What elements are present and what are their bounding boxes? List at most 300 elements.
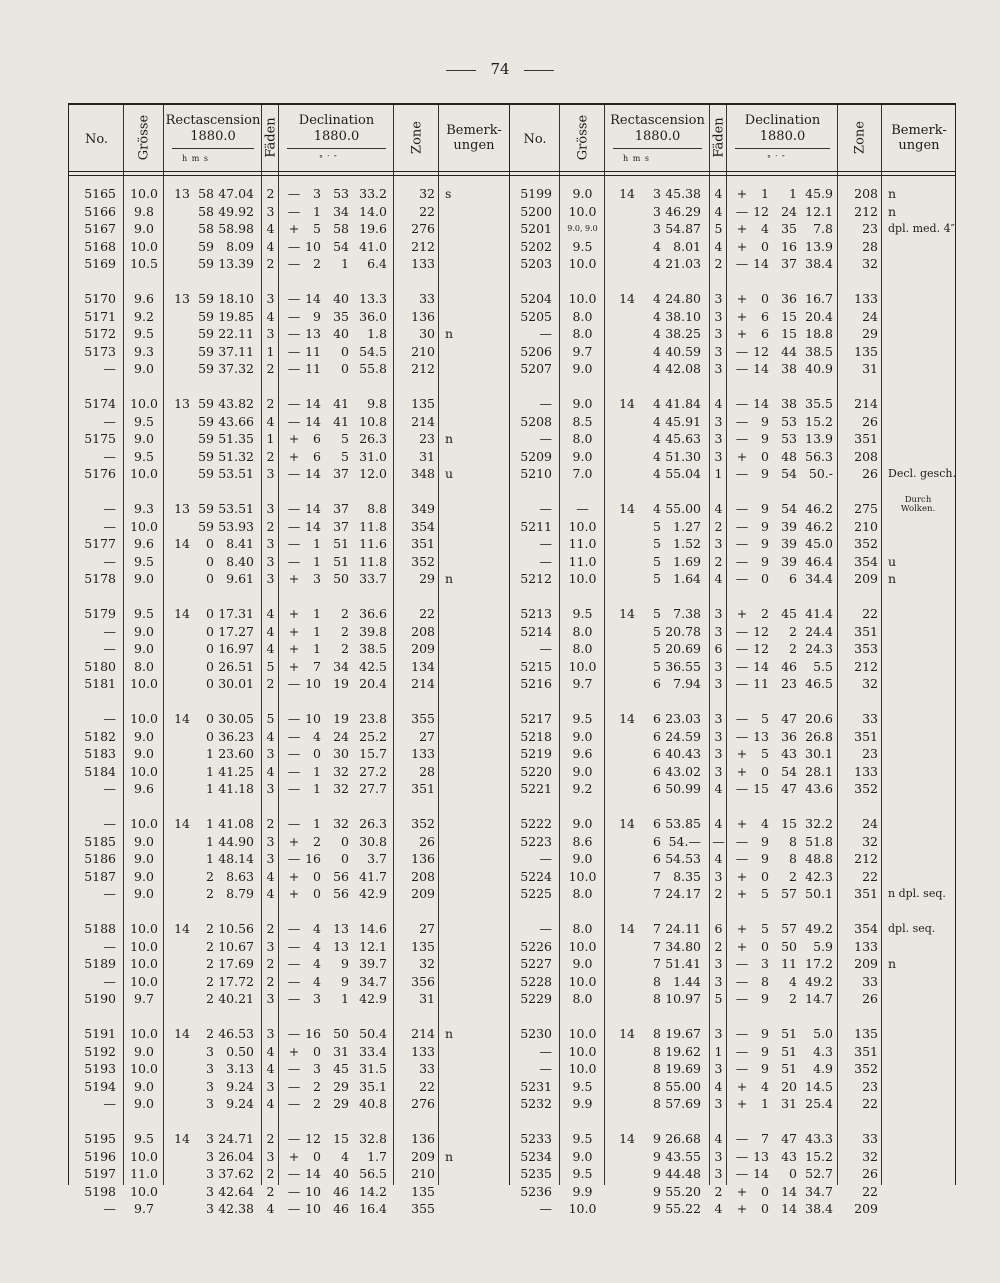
cell-decl-deg: 9 [761,553,769,569]
cell-faeden: 5 [266,658,275,674]
cell-groesse: 10.0 [130,466,158,481]
cell-decl-min: 1 [341,256,349,271]
cell-decl-min: 0 [341,343,349,359]
cell-decl-deg: 9 [761,413,769,429]
cell-groesse: 10.0 [130,763,158,779]
cell-no: — [539,501,552,516]
cell-groesse: 7.0 [572,466,593,481]
cell-decl-sec: 46.5 [805,676,833,691]
cell-decl-min: 31 [333,1043,349,1059]
cell-zone: 31 [419,991,435,1006]
cell-ra-m: 4 [653,326,661,341]
cell-ra-s: 37.11 [218,343,254,359]
cell-decl-deg: 5 [761,886,769,901]
cell-ra-s: 41.84 [665,396,701,411]
cell-decl-min: 35 [333,308,349,324]
cell-decl-min: 50 [333,1026,349,1041]
cell-faeden: 2 [266,256,275,271]
cell-ra-s: 10.67 [218,938,254,954]
cell-ra-m: 8 [653,991,661,1006]
cell-ra-s: 8.35 [673,868,701,884]
cell-no: 5234 [520,1148,552,1164]
cell-decl-deg: 12 [753,623,769,639]
cell-decl-sec: 13.9 [805,238,833,254]
table-row [69,850,509,868]
cell-ra-s: 43.66 [218,413,254,429]
cell-decl-sign: — [287,343,301,359]
table-row [69,675,509,693]
cell-ra-s: 21.03 [665,256,701,271]
cell-decl-deg: 16 [305,1026,321,1041]
cell-decl-deg: 10 [305,711,321,726]
row-group [510,815,956,903]
table-row [69,290,509,308]
header-rule [69,171,509,172]
cell-decl-sign: — [735,851,749,866]
cell-ra-m: 59 [198,308,214,324]
table-row [510,833,956,851]
cell-ra-s: 10.97 [665,991,701,1006]
cell-ra-s: 8.09 [226,238,254,254]
cell-groesse: 10.0 [568,1201,597,1216]
cell-decl-min: 8 [789,851,797,866]
cell-ra-m: 5 [653,623,661,639]
cell-zone: 208 [411,623,435,639]
cell-zone: 214 [411,1026,435,1041]
cell-bemerkungen: n [445,1148,454,1164]
table-row [69,640,509,658]
cell-decl-min: 1 [341,991,349,1006]
cell-zone: 22 [862,1096,878,1111]
cell-decl-sign: — [287,553,301,569]
cell-faeden: 4 [266,413,275,429]
cell-decl-sec: 14.0 [359,203,387,219]
cell-ra-m: 6 [653,746,661,761]
cell-decl-sign: + [736,1183,748,1199]
cell-decl-sec: 46.4 [805,553,833,569]
cell-groesse: 9.0 [572,448,593,464]
cell-ra-m: 5 [653,553,661,569]
cell-decl-sign: + [736,221,748,236]
cell-decl-min: 53 [333,186,349,201]
cell-decl-min: 43 [781,1148,797,1164]
cell-decl-min: 51 [333,536,349,551]
cell-no: — [103,886,116,901]
cell-ra-s: 42.08 [665,361,701,376]
cell-faeden: 3 [714,763,723,779]
table-row [510,495,956,518]
cell-zone: 133 [854,763,878,779]
header-ra-subrule [172,148,254,149]
cell-ra-h: 14 [619,396,635,411]
cell-groesse: 8.0 [572,641,593,656]
cell-ra-h: 13 [174,291,190,306]
cell-faeden: — [712,833,725,849]
cell-zone: 352 [854,536,878,551]
table-row [69,745,509,763]
cell-groesse: 10.0 [568,203,597,219]
cell-faeden: 2 [714,938,723,954]
cell-ra-m: 5 [653,606,661,621]
cell-zone: 136 [411,1131,435,1146]
cell-faeden: 4 [714,1131,723,1146]
cell-decl-min: 48 [781,448,797,464]
cell-decl-deg: 5 [761,711,769,726]
cell-ra-m: 7 [653,921,661,936]
cell-ra-m: 2 [206,991,214,1006]
cell-decl-sign: + [736,868,748,884]
cell-ra-m: 4 [653,413,661,429]
cell-no: 5223 [520,833,552,849]
cell-decl-sec: 38.4 [805,256,833,271]
cell-decl-min: 47 [781,1131,797,1146]
cell-decl-deg: 6 [761,308,769,324]
cell-groesse: 9.0 [134,361,154,376]
cell-groesse: 9.0 [572,816,593,831]
cell-zone: 29 [862,326,878,341]
cell-decl-deg: 9 [761,501,769,516]
cell-ra-s: 24.59 [665,728,701,744]
cell-groesse: 9.0 [572,763,593,779]
cell-bemerkungen: n [445,571,454,586]
cell-decl-sign: — [287,1166,301,1181]
cell-decl-deg: 9 [761,466,769,481]
cell-zone: 352 [854,1061,878,1076]
cell-decl-sign: + [736,763,748,779]
cell-ra-s: 24.71 [218,1131,254,1146]
cell-ra-s: 8.41 [226,536,254,551]
cell-decl-sec: 33.4 [359,1043,387,1059]
cell-decl-sign: — [287,308,301,324]
cell-ra-s: 55.22 [665,1201,701,1216]
cell-decl-sec: 48.8 [805,851,833,866]
table-row [510,1148,956,1166]
cell-faeden: 5 [266,711,275,726]
cell-faeden: 3 [714,291,723,306]
cell-faeden: 6 [714,921,723,936]
cell-decl-min: 57 [781,886,797,901]
cell-ra-s: 19.67 [665,1026,701,1041]
cell-zone: 133 [411,256,435,271]
cell-decl-min: 39 [781,536,797,551]
cell-decl-sign: — [735,343,749,359]
cell-zone: 351 [854,623,878,639]
cell-decl-sec: 36.6 [359,606,387,621]
row-group [69,605,509,693]
cell-no: — [103,448,116,464]
cell-no: 5181 [84,676,116,691]
table-row [69,220,509,238]
cell-decl-sign: — [287,851,301,866]
cell-no: — [103,553,116,569]
cell-ra-h: 14 [619,816,635,831]
cell-faeden: 3 [714,361,723,376]
cell-no: 5182 [84,728,116,744]
cell-decl-deg: 9 [761,833,769,849]
cell-decl-deg: 2 [313,1078,321,1094]
cell-decl-sec: 45.0 [805,536,833,551]
cell-zone: 22 [862,1183,878,1199]
cell-decl-sec: 34.7 [359,973,387,989]
cell-zone: 351 [854,1043,878,1059]
cell-ra-m: 3 [206,1096,214,1111]
cell-groesse: 10.0 [568,291,597,306]
cell-decl-sign: — [735,973,749,989]
cell-no: 5195 [84,1131,116,1146]
cell-decl-sec: 14.7 [805,991,833,1006]
cell-groesse: 9.6 [134,781,154,796]
cell-decl-sign: + [736,746,748,761]
cell-ra-s: 8.40 [226,553,254,569]
cell-decl-sec: 34.7 [805,1183,833,1199]
cell-decl-deg: 14 [753,396,769,411]
cell-decl-min: 38 [781,361,797,376]
row-group [510,1025,956,1113]
cell-no: 5184 [84,763,116,779]
cell-decl-min: 14 [781,1201,797,1216]
cell-decl-sec: 42.5 [359,658,387,674]
cell-ra-s: 26.68 [665,1131,701,1146]
cell-decl-sign: — [287,203,301,219]
table-row [510,728,956,746]
table-row [69,1165,509,1183]
cell-decl-sign: — [735,1043,749,1059]
cell-zone: 32 [862,256,878,271]
cell-zone: 30 [419,326,435,341]
cell-faeden: 3 [714,658,723,674]
cell-no: 5229 [520,991,552,1006]
cell-zone: 209 [854,571,878,586]
cell-decl-sign: — [735,728,749,744]
cell-decl-min: 16 [781,238,797,254]
cell-zone: 214 [411,676,435,691]
cell-faeden: 3 [714,623,723,639]
cell-decl-deg: 3 [313,571,321,586]
page-number-text: 74 [490,60,510,78]
cell-faeden: 2 [266,816,275,831]
cell-decl-sec: 40.8 [359,1096,387,1111]
cell-no: 5193 [84,1061,116,1076]
cell-decl-sign: + [288,623,300,639]
cell-decl-min: 46 [333,1201,349,1216]
cell-ra-m: 59 [198,238,214,254]
cell-decl-deg: 4 [761,1078,769,1094]
cell-groesse: 9.5 [134,326,154,341]
cell-decl-sign: + [736,291,748,306]
cell-ra-s: 43.82 [218,396,254,411]
cell-decl-deg: 9 [761,991,769,1006]
table-row [69,623,509,641]
header-ra-units: h m s [623,154,650,163]
cell-ra-m: 59 [198,396,214,411]
cell-no: 5186 [84,851,116,866]
cell-ra-s: 1.44 [673,973,701,989]
cell-decl-sign: — [735,1026,749,1041]
cell-ra-m: 59 [198,326,214,341]
cell-decl-deg: 4 [761,221,769,236]
cell-decl-sign: — [735,361,749,376]
cell-ra-m: 4 [653,343,661,359]
header-ra-epoch: 1880.0 [190,129,236,144]
cell-ra-h: 14 [619,1026,635,1041]
cell-groesse: 10.0 [130,186,158,201]
cell-ra-m: 0 [206,553,214,569]
cell-decl-deg: 4 [313,938,321,954]
cell-decl-sign: — [287,291,301,306]
cell-groesse: 9.5 [572,238,593,254]
cell-decl-sign: — [735,623,749,639]
cell-decl-sec: 15.7 [359,746,387,761]
row-group [69,920,509,1008]
header-faeden: Fäden [711,117,726,158]
cell-ra-m: 8 [653,1061,661,1076]
cell-ra-s: 44.48 [665,1166,701,1181]
cell-decl-min: 5 [341,431,349,446]
cell-decl-min: 11 [781,956,797,971]
cell-decl-deg: 5 [761,746,769,761]
cell-ra-m: 5 [653,658,661,674]
cell-ra-s: 41.25 [218,763,254,779]
cell-decl-deg: 11 [305,361,321,376]
cell-decl-sec: 40.9 [805,361,833,376]
cell-decl-min: 0 [341,851,349,866]
cell-decl-min: 50 [333,571,349,586]
cell-decl-sign: — [287,781,301,796]
cell-decl-sec: 50.1 [805,886,833,901]
cell-zone: 351 [411,536,435,551]
cell-ra-m: 2 [206,886,214,901]
cell-zone: 26 [862,413,878,429]
cell-faeden: 2 [266,1131,275,1146]
cell-ra-s: 44.90 [218,833,254,849]
cell-faeden: 4 [266,868,275,884]
cell-ra-m: 4 [653,396,661,411]
cell-no: 5211 [520,518,552,534]
cell-zone: 209 [411,641,435,656]
cell-no: 5217 [520,711,552,726]
cell-zone: 32 [419,186,435,201]
cell-bemerkungen: s [445,186,452,201]
cell-bemerkungen: n [888,571,897,586]
table-row [510,938,956,956]
table-row [510,1200,956,1218]
cell-ra-m: 8 [653,1026,661,1041]
header-faeden: Fäden [263,117,278,158]
table-row [510,1060,956,1078]
cell-groesse: 9.2 [134,308,154,324]
cell-decl-min: 40 [333,326,349,341]
cell-zone: 212 [411,361,435,376]
cell-faeden: 1 [266,431,275,446]
cell-ra-s: 8.01 [673,238,701,254]
table-row [69,360,509,378]
cell-ra-s: 55.00 [665,1078,701,1094]
table-row [69,815,509,833]
header-rule-double [69,175,509,176]
table-row [510,885,956,903]
cell-ra-s: 45.63 [665,431,701,446]
cell-ra-h: 14 [619,711,635,726]
cell-decl-sec: 45.9 [805,186,833,201]
cell-groesse: 9.7 [134,991,154,1006]
cell-ra-m: 0 [206,641,214,656]
cell-ra-s: 57.69 [665,1096,701,1111]
cell-decl-min: 29 [333,1096,349,1111]
row-group [69,500,509,588]
header-ra-epoch: 1880.0 [634,129,681,144]
cell-zone: 31 [419,448,435,464]
cell-zone: 23 [862,1078,878,1094]
header-groesse: Grösse [136,114,152,161]
cell-faeden: 3 [714,1148,723,1164]
cell-decl-deg: 14 [305,396,321,411]
cell-faeden: 4 [266,623,275,639]
cell-decl-min: 2 [341,606,349,621]
cell-zone: 33 [862,973,878,989]
cell-decl-deg: 1 [313,203,321,219]
cell-faeden: 6 [714,641,723,656]
cell-decl-deg: 0 [313,1148,321,1164]
cell-no: 5176 [84,466,116,481]
cell-zone: 348 [411,466,435,481]
cell-decl-sign: — [735,991,749,1006]
cell-faeden: 4 [714,781,723,796]
cell-ra-s: 50.99 [665,781,701,796]
cell-zone: 354 [854,553,878,569]
cell-groesse: 10.0 [130,676,158,691]
cell-no: 5227 [520,956,552,971]
cell-no: 5189 [84,956,116,971]
cell-faeden: 3 [266,833,275,849]
cell-decl-deg: 4 [313,973,321,989]
cell-decl-min: 54 [781,763,797,779]
cell-decl-deg: 12 [305,1131,321,1146]
table-row [69,780,509,798]
cell-ra-s: 55.04 [665,466,701,481]
cell-decl-sec: 17.2 [805,956,833,971]
cell-no: 5204 [520,291,552,306]
cell-ra-s: 9.24 [226,1078,254,1094]
table-row [510,203,956,221]
cell-no: 5228 [520,973,552,989]
cell-ra-s: 16.97 [218,641,254,656]
cell-ra-s: 9.24 [226,1096,254,1111]
cell-decl-sec: 14.5 [805,1078,833,1094]
cell-zone: 209 [411,1148,435,1164]
cell-decl-deg: 0 [313,1043,321,1059]
cell-decl-sign: — [735,413,749,429]
cell-zone: 32 [862,1148,878,1164]
table-row [510,325,956,343]
cell-groesse: 9.7 [572,343,593,359]
table-row [69,430,509,448]
table-row [69,973,509,991]
cell-no: 5172 [84,326,116,341]
cell-decl-sec: 46.2 [805,501,833,516]
cell-ra-m: 3 [206,1166,214,1181]
cell-ra-s: 40.21 [218,991,254,1006]
cell-decl-sec: 12.1 [359,938,387,954]
cell-no: 5235 [520,1166,552,1181]
cell-ra-m: 9 [653,1166,661,1181]
row-group [510,710,956,798]
cell-no: — [103,361,116,376]
cell-decl-sec: 11.6 [359,536,387,551]
table-row [69,1148,509,1166]
cell-ra-m: 3 [206,1183,214,1199]
table-row [510,815,956,833]
table-row [510,1165,956,1183]
